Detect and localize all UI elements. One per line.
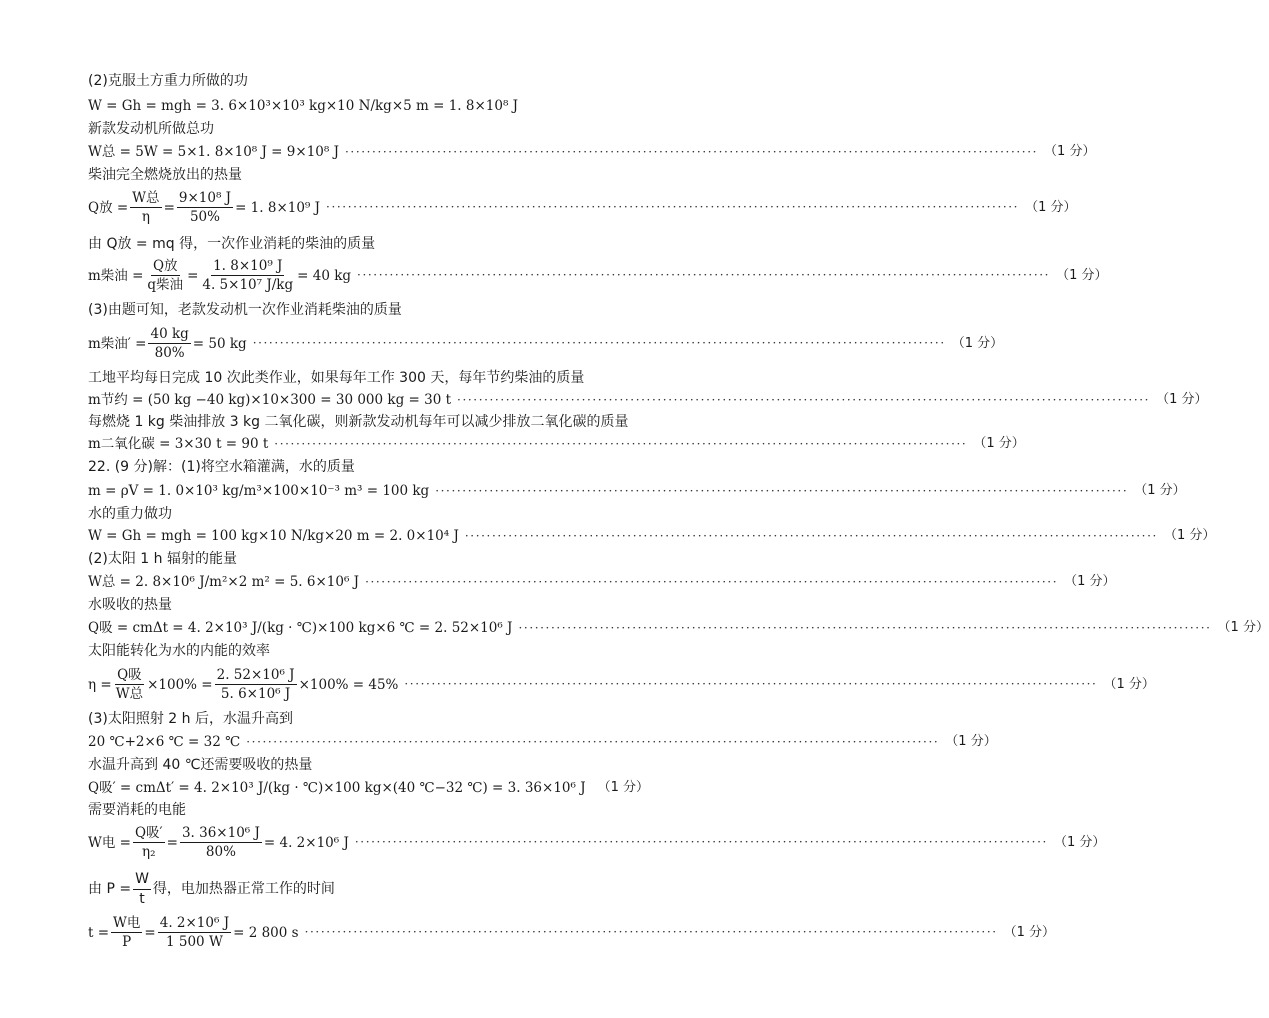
score-mark: （1 分） xyxy=(597,780,650,796)
score-mark: （1 分） xyxy=(1163,528,1216,544)
equals-sign: = xyxy=(187,267,199,284)
equation: m = ρV = 1. 0×10³ kg/m³×100×10⁻³ m³ = 100 kg xyxy=(88,483,430,499)
fraction xyxy=(200,258,295,293)
equation-rhs: = 2 800 s xyxy=(233,924,299,941)
numerator: 4. 2×10⁶ J xyxy=(158,915,231,933)
equals-sign: = xyxy=(166,834,178,851)
fraction xyxy=(133,871,151,908)
leader-dots: ································································································································ xyxy=(357,268,1051,283)
heading-line: 由 Q放 = mq 得，一次作业消耗的柴油的质量 xyxy=(88,236,376,252)
equation-mid: ×100% = xyxy=(147,676,213,693)
equation xyxy=(88,915,299,950)
scored-equation-line xyxy=(88,667,1155,703)
denominator: t xyxy=(139,890,145,907)
denominator: W总 xyxy=(115,686,144,703)
scored-equation-line xyxy=(88,620,1269,636)
denominator: η xyxy=(141,209,150,226)
score-mark: （1 分） xyxy=(945,734,997,750)
score-mark: （1 分） xyxy=(1103,676,1155,692)
fraction xyxy=(158,915,231,950)
denominator: 50% xyxy=(189,209,220,226)
fraction xyxy=(215,667,297,702)
equation xyxy=(88,326,247,361)
numerator: Q吸′ xyxy=(133,825,165,843)
score-mark: （1 分） xyxy=(1064,574,1116,590)
denominator: 80% xyxy=(154,345,185,362)
text-post: 得，电加热器正常工作的时间 xyxy=(152,880,335,897)
equation xyxy=(88,667,398,702)
score-mark: （1 分） xyxy=(1056,267,1108,283)
equation xyxy=(88,190,320,225)
score-mark: （1 分） xyxy=(1156,392,1208,408)
leader-dots: ································································································································ xyxy=(464,528,1158,543)
leader-dots: ································································································································ xyxy=(354,835,1048,850)
numerator: W xyxy=(133,871,151,890)
scored-equation-line xyxy=(88,528,1216,544)
scored-equation-line xyxy=(88,392,1208,408)
numerator: W电 xyxy=(111,915,142,933)
scored-equation-line xyxy=(88,915,1056,951)
equation-rhs: ×100% = 45% xyxy=(298,676,399,693)
equation: m节约 = (50 kg −40 kg)×10×300 = 30 000 kg = 30 t xyxy=(88,392,452,408)
heading-line: 水温升高到 40 ℃还需要吸收的热量 xyxy=(88,757,313,773)
equation xyxy=(88,825,349,860)
heading-line: 水吸收的热量 xyxy=(88,597,172,613)
equation-lhs: Q放 = xyxy=(88,199,129,216)
fraction xyxy=(148,326,190,361)
heading-line xyxy=(88,871,640,908)
scored-equation-line xyxy=(88,483,1186,499)
numerator: W总 xyxy=(130,190,161,208)
scored-equation-line xyxy=(88,326,1004,362)
score-mark: （1 分） xyxy=(1053,834,1106,850)
equation xyxy=(88,258,351,293)
denominator: P xyxy=(122,934,132,951)
leader-dots: ································································································································ xyxy=(435,483,1129,498)
equation: Q吸′ = cmΔt′ = 4. 2×10³ J/(kg · ℃)×100 kg×(40 ℃−32 ℃) = 3. 36×10⁶ J xyxy=(88,780,586,796)
leader-dots: ································································································································ xyxy=(365,574,1059,589)
equation-line: W = Gh = mgh = 3. 6×10³×10³ kg×10 N/kg×5 m = 1. 8×10⁸ J xyxy=(88,98,519,114)
denominator: 1 500 W xyxy=(166,934,223,951)
equation-lhs: m柴油 = xyxy=(88,267,144,284)
equation: W总 = 5W = 5×1. 8×10⁸ J = 9×10⁸ J xyxy=(88,144,339,160)
equals-sign: = xyxy=(144,924,156,941)
denominator: η₂ xyxy=(142,844,156,861)
equation: m二氧化碳 = 3×30 t = 90 t xyxy=(88,436,269,452)
numerator: 9×10⁸ J xyxy=(177,190,233,208)
numerator: 3. 36×10⁶ J xyxy=(180,825,262,843)
fraction xyxy=(133,825,165,860)
numerator: 2. 52×10⁶ J xyxy=(215,667,297,685)
score-mark: （1 分） xyxy=(1217,620,1269,636)
equation-lhs: η = xyxy=(88,676,112,693)
denominator: 80% xyxy=(205,844,236,861)
leader-dots: ································································································································ xyxy=(304,925,998,940)
heading-line: 水的重力做功 xyxy=(88,506,172,522)
heading-line: 太阳能转化为水的内能的效率 xyxy=(88,643,270,659)
leader-dots: ································································································································ xyxy=(246,734,940,749)
scored-equation-line xyxy=(88,825,1106,861)
equals-sign: = xyxy=(163,199,175,216)
equation-lhs: m柴油′ = xyxy=(88,335,147,352)
text-pre: 由 P = xyxy=(88,880,132,897)
score-mark: （1 分） xyxy=(951,335,1004,351)
leader-dots: ································································································································ xyxy=(326,200,1020,215)
equation-rhs: = 1. 8×10⁹ J xyxy=(235,199,321,216)
equation-lhs: W电 = xyxy=(88,834,131,851)
numerator: Q放 xyxy=(151,258,180,276)
leader-dots: ································································································································ xyxy=(404,677,1098,692)
fraction xyxy=(111,915,142,950)
scored-equation-line xyxy=(88,780,650,796)
score-mark: （1 分） xyxy=(1003,924,1056,940)
equation: W = Gh = mgh = 100 kg×10 N/kg×20 m = 2. 0×10⁴ J xyxy=(88,528,459,544)
scored-equation-line xyxy=(88,144,1096,160)
scored-equation-line xyxy=(88,258,1108,294)
leader-dots: ································································································································ xyxy=(252,336,946,351)
heading-line: 需要消耗的电能 xyxy=(88,802,186,818)
scored-equation-line xyxy=(88,190,1077,226)
score-mark: （1 分） xyxy=(1134,483,1186,499)
denominator: q柴油 xyxy=(147,277,184,294)
leader-dots: ································································································································ xyxy=(457,392,1151,407)
scored-equation-line xyxy=(88,734,997,750)
equation-lhs: t = xyxy=(88,924,110,941)
scored-equation-line xyxy=(88,436,1025,452)
denominator: 4. 5×10⁷ J/kg xyxy=(202,277,294,294)
heading-line: (2)克服土方重力所做的功 xyxy=(88,73,248,89)
fraction xyxy=(180,825,262,860)
leader-dots: ································································································································ xyxy=(518,620,1212,635)
scored-equation-line xyxy=(88,574,1116,590)
fraction xyxy=(177,190,233,225)
score-mark: （1 分） xyxy=(1044,144,1096,160)
equation: W总 = 2. 8×10⁶ J/m²×2 m² = 5. 6×10⁶ J xyxy=(88,574,360,590)
heading-line: 工地平均每日完成 10 次此类作业，如果每年工作 300 天，每年节约柴油的质量 xyxy=(88,370,585,386)
leader-dots: ································································································································ xyxy=(274,436,968,451)
equation-rhs: = 50 kg xyxy=(192,335,247,352)
equation-rhs: = 40 kg xyxy=(297,267,352,284)
fraction xyxy=(130,190,161,225)
leader-dots: ································································································································ xyxy=(344,144,1039,159)
score-mark: （1 分） xyxy=(973,436,1025,452)
numerator: 1. 8×10⁹ J xyxy=(211,258,284,276)
fraction xyxy=(114,667,145,702)
equation: Q吸 = cmΔt = 4. 2×10³ J/(kg · ℃)×100 kg×6 ℃ = 2. 52×10⁶ J xyxy=(88,620,513,636)
heading-line: (3)太阳照射 2 h 后，水温升高到 xyxy=(88,711,293,727)
heading-line: 每燃烧 1 kg 柴油排放 3 kg 二氧化碳，则新款发动机每年可以减少排放二氧化碳的质量 xyxy=(88,414,629,430)
question-heading: 22. (9 分)解：(1)将空水箱灌满，水的质量 xyxy=(88,459,355,475)
numerator: Q吸 xyxy=(115,667,144,685)
heading-line: (2)太阳 1 h 辐射的能量 xyxy=(88,551,237,567)
equation: 20 ℃+2×6 ℃ = 32 ℃ xyxy=(88,734,241,750)
heading-line: (3)由题可知，老款发动机一次作业消耗柴油的质量 xyxy=(88,302,402,318)
score-mark: （1 分） xyxy=(1025,199,1077,215)
fraction xyxy=(145,258,185,293)
numerator: 40 kg xyxy=(148,326,190,344)
heading-line: 新款发动机所做总功 xyxy=(88,121,214,137)
equation-rhs: = 4. 2×10⁶ J xyxy=(263,834,349,851)
denominator: 5. 6×10⁶ J xyxy=(220,686,291,703)
heading-line: 柴油完全燃烧放出的热量 xyxy=(88,167,242,183)
